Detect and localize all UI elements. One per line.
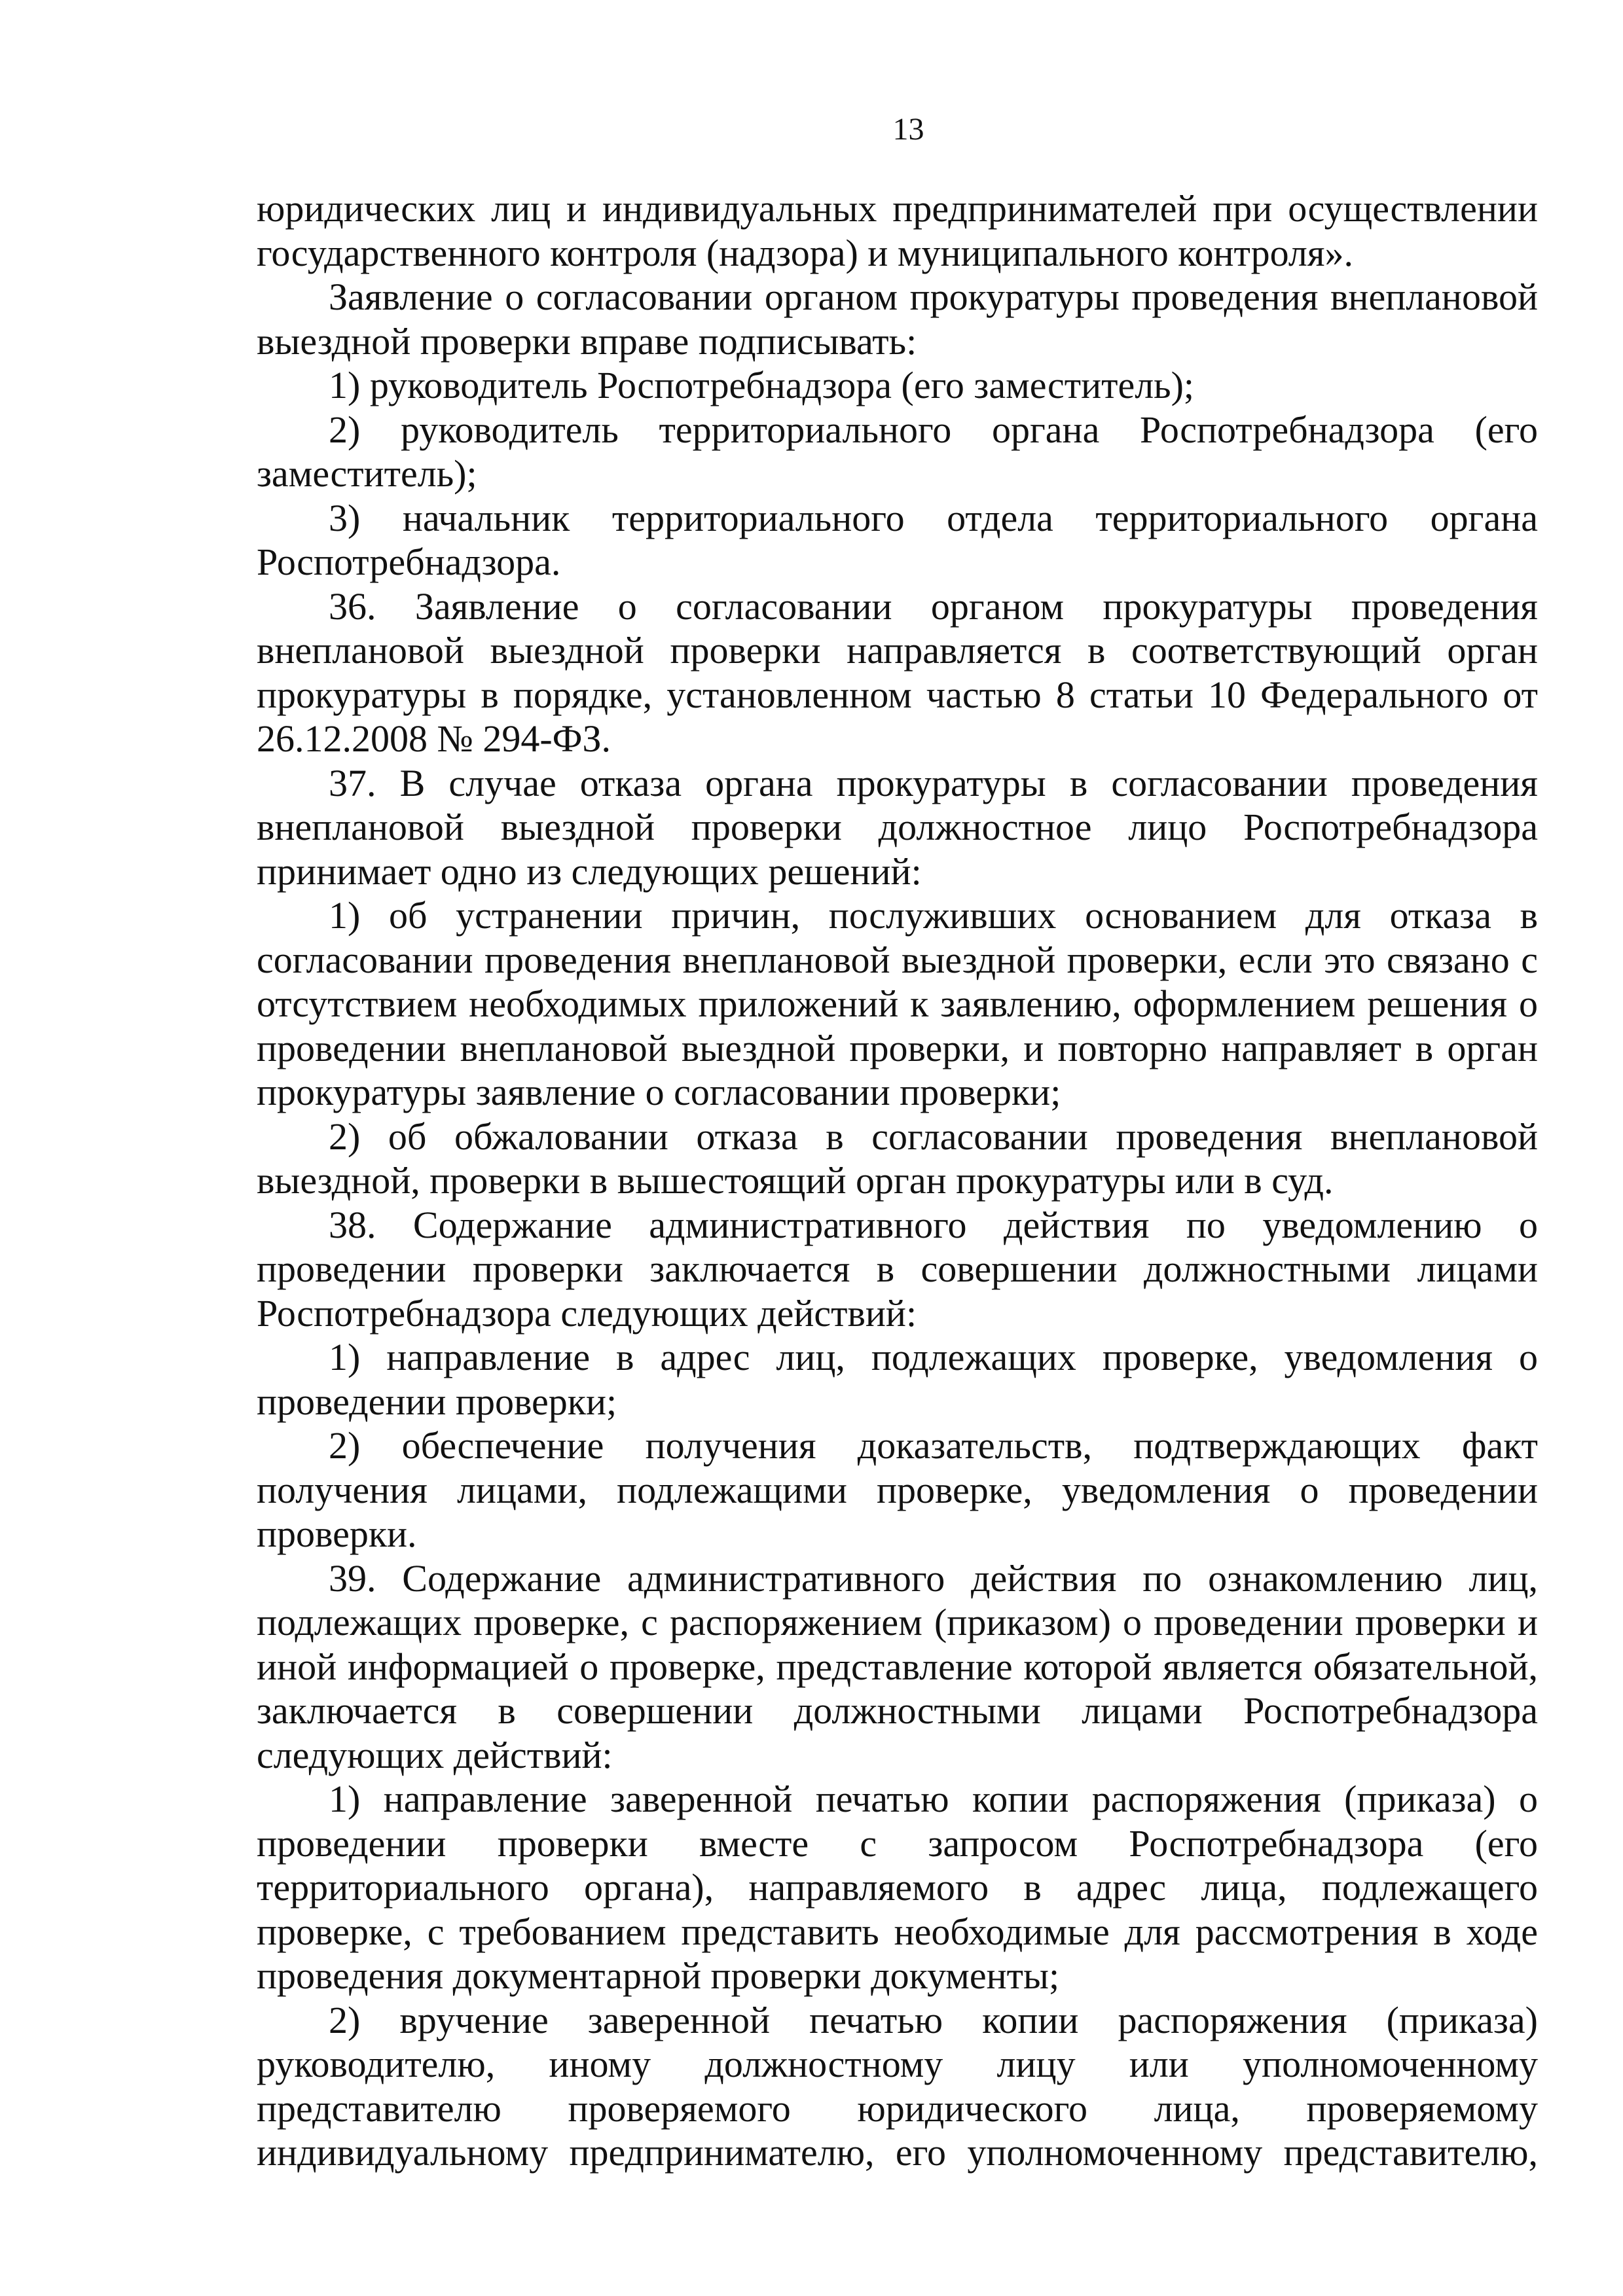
paragraph-signatory-1: 1) руководитель Роспотребнадзора (его заместитель); bbox=[329, 364, 1195, 406]
paragraph-39-item-2: 2) вручение заверенной печатью копии распоряжения (приказа) руководителю, иному должностному лицу или уполномоченному представителю проверяемого юридического лица, проверяемому индивидуальному предпринимателю, его уполномоченному представителю, bbox=[257, 1998, 1538, 2174]
paragraph-37-item-1: 1) об устранении причин, послуживших основанием для отказа в согласовании проведения внеплановой выездной проверки, если это связано с отсутствием необходимых приложений к заявлению, оформлением решения о проведении внеплановой выездной проверки, и повторно направляет в орган прокуратуры заявление о согласовании проверки; bbox=[257, 894, 1538, 1113]
paragraph-39: 39. Содержание административного действия по ознакомлению лиц, подлежащих проверке, с распоряжением (приказом) о проведении проверки и иной информацией о проверке, представление которой является обязательной, заключается в совершении должностными лицами Роспотребнадзора следующих действий: bbox=[257, 1556, 1538, 1776]
paragraph-37-item-2: 2) об обжаловании отказа в согласовании проведения внеплановой выездной, проверки в вышестоящий орган прокуратуры или в суд. bbox=[257, 1115, 1538, 1202]
paragraph-38-item-1: 1) направление в адрес лиц, подлежащих проверке, уведомления о проведении проверки; bbox=[257, 1336, 1538, 1423]
page-number: 13 bbox=[892, 112, 924, 147]
paragraph-37: 37. В случае отказа органа прокуратуры в согласовании проведения внеплановой выездной проверки должностное лицо Роспотребнадзора принимает одно из следующих решений: bbox=[257, 761, 1538, 893]
paragraph-continuation: юридических лиц и индивидуальных предпринимателей при осуществлении государственного контроля (надзора) и муниципального контроля». bbox=[257, 187, 1538, 274]
document-body bbox=[257, 187, 1538, 2175]
paragraph-signatories-intro: Заявление о согласовании органом прокуратуры проведения внеплановой выездной проверки вправе подписывать: bbox=[257, 276, 1538, 363]
paragraph-38: 38. Содержание административного действия по уведомлению о проведении проверки заключается в совершении должностными лицами Роспотребнадзора следующих действий: bbox=[257, 1203, 1538, 1335]
paragraph-signatory-3: 3) начальник территориального отдела территориального органа Роспотребнадзора. bbox=[257, 496, 1538, 583]
paragraph-39-item-1: 1) направление заверенной печатью копии распоряжения (приказа) о проведении проверки вместе с запросом Роспотребнадзора (его территориального органа), направляемого в адрес лица, подлежащего проверке, с требованием представить необходимые для рассмотрения в ходе проведения документарной проверки документы; bbox=[257, 1778, 1538, 1997]
paragraph-36: 36. Заявление о согласовании органом прокуратуры проведения внеплановой выездной проверки направляется в соответствующий орган прокуратуры в порядке, установленном частью 8 статьи 10 Федерального от 26.12.2008 № 294-ФЗ. bbox=[257, 584, 1538, 760]
paragraph-signatory-2: 2) руководитель территориального органа Роспотребнадзора (его заместитель); bbox=[257, 408, 1538, 495]
paragraph-38-item-2: 2) обеспечение получения доказательств, подтверждающих факт получения лицами, подлежащими проверке, уведомления о проведении проверки. bbox=[257, 1424, 1538, 1555]
